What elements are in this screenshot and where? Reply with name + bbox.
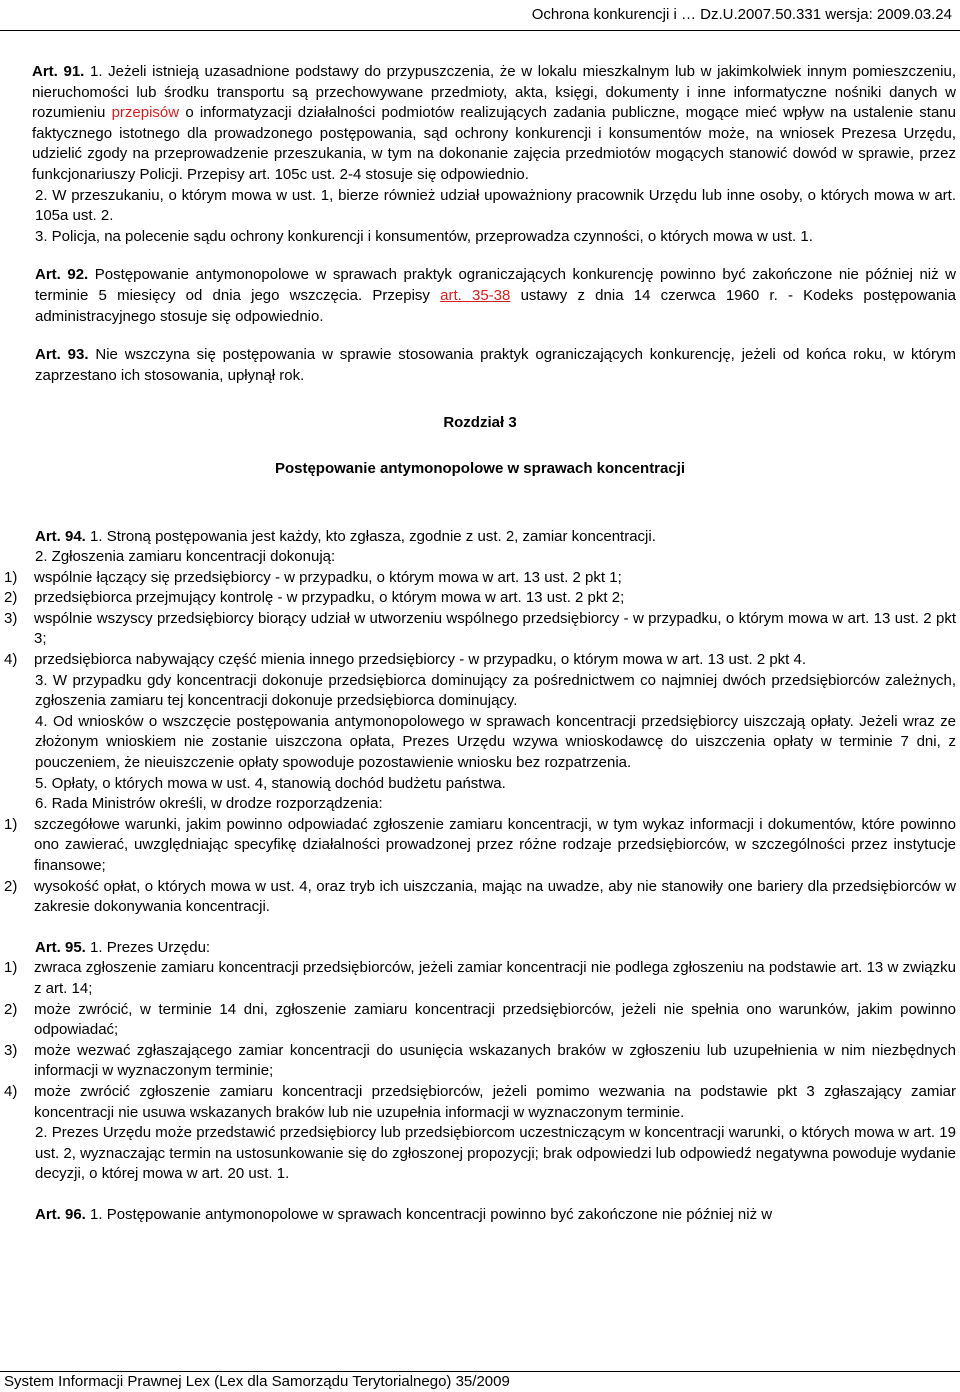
art-91-paragraph-2: 2. W przeszukaniu, o którym mowa w ust. 1, bierze również udział upoważniony pracownik Urzędu lub inne osoby, o których mowa w art. 105a ust. 2.	[35, 186, 956, 225]
art-95-paragraph-1	[4, 938, 956, 959]
art-95-paragraph-2: 2. Prezes Urzędu może przedstawić przedsiębiorcy lub przedsiębiorcom uczestniczącym w koncentracji warunki, o których mowa w art. 19 ust. 2, wyznaczając termin na ustosunkowanie się do zgłoszonej propozycji; brak odpowiedzi lub odpowiedź negatywna powoduje wydanie decyzji, o której mowa w art. 20 ust. 1.	[35, 1124, 956, 1183]
art-91-p1-end: o informatyzacji działalności podmiotów realizujących zadania publiczne, mogące mieć wpływ na ustalenie stanu faktycznego istotnego dla prowadzonego postępowania, sąd ochrony konkurencji i konsumentów może, na wniosek Prezesa Urzędu, udzielić zgody na przeprowadzenie przeszukania, w tym na dokonanie zajęcia przedmiotów mogących stanowić dowód w sprawie, przez funkcjonariuszy Policji. Przepisy art. 105c ust. 2-4 stosuje się odpowiednio.	[32, 104, 956, 183]
page-footer: System Informacji Prawnej Lex (Lex dla Samorządu Terytorialnego) 35/2009	[4, 1373, 510, 1390]
art-91-label: Art. 91.	[32, 63, 85, 80]
przepisow-link[interactable]: przepisów	[111, 104, 180, 122]
list-item: 3) wspólnie wszyscy przedsiębiorcy biorący udział w utworzeniu wspólnego przedsiębiorcy - w przypadku, o którym mowa w art. 13 ust. 2 pkt 3;	[4, 609, 956, 648]
art-94-p1: 1. Stroną postępowania jest każdy, kto zgłasza, zgodnie z ust. 2, zamiar koncentracji.	[85, 527, 656, 545]
art-93-paragraph	[4, 345, 956, 386]
chapter-title: Postępowanie antymonopolowe w sprawach koncentracji	[274, 459, 686, 477]
art-94-paragraph-2: 2. Zgłoszenia zamiaru koncentracji dokonują:	[35, 548, 336, 566]
art-94-label: Art. 94.	[35, 527, 86, 545]
art-35-38-link[interactable]: art. 35-38	[440, 286, 511, 304]
art-93-label: Art. 93.	[35, 346, 89, 364]
art-96-text: 1. Postępowanie antymonopolowe w sprawach koncentracji powinno być zakończone nie później niż w	[85, 1205, 773, 1223]
list-item: 1) zwraca zgłoszenie zamiaru koncentracji przedsiębiorców, jeżeli zamiar koncentracji nie podlega zgłoszeniu na podstawie art. 13 w związku z art. 14;	[4, 959, 956, 997]
list-item: 2) może zwrócić, w terminie 14 dni, zgłoszenie zamiaru koncentracji przedsiębiorców, jeżeli nie spełnia ono warunków, jakim powinno odpowiadać;	[4, 1000, 956, 1039]
art-95-p1: 1. Prezes Urzędu:	[85, 938, 211, 956]
art-94-paragraph-1	[4, 527, 956, 548]
page-header: Ochrona konkurencji i … Dz.U.2007.50.331 wersja: 2009.03.24	[531, 6, 952, 23]
list-item: 1) szczegółowe warunki, jakim powinno odpowiadać zgłoszenie zamiaru koncentracji, w tym wykaz informacji i dokumentów, które powinno ono zawierać, uwzględniając specyfikę działalności prowadzonej przez różne rodzaje przedsiębiorców, w szczególności przez instytucje finansowe;	[4, 815, 956, 874]
chapter-number: Rozdział 3	[443, 414, 517, 432]
art-91-p1-start: 1. Jeżeli istnieją uzasadnione podstawy do przypuszczenia, że w lokalu mieszkalnym lub w jakimkolwiek innym pomieszczeniu, nieruchomości lub środku transportu są przechowywane przedmioty, akta, księgi, dokumenty i inne informatyczne nośniki danych w rozumieniu	[32, 63, 956, 122]
list-item: 2) wysokość opłat, o których mowa w ust. 4, oraz tryb ich uiszczania, mając na uwadze, aby nie stanowiły one bariery dla przedsiębiorców w zakresie dokonywania koncentracji.	[4, 877, 956, 916]
list-item: 3) może wezwać zgłaszającego zamiar koncentracji do usunięcia wskazanych braków w zgłoszeniu lub uzupełnienia w nim niezbędnych informacji w wyznaczonym terminie;	[4, 1041, 956, 1080]
art-92-paragraph	[4, 265, 956, 327]
header-rule	[0, 30, 960, 31]
art-94-paragraph-6: 6. Rada Ministrów określi, w drodze rozporządzenia:	[35, 795, 383, 813]
art-93-text: Nie wszczyna się postępowania w sprawie stosowania praktyk ograniczających konkurencję, jeżeli od końca roku, w którym zaprzestano ich stosowania, upłynął rok.	[35, 346, 956, 384]
art-92-label: Art. 92.	[35, 266, 89, 284]
document-body	[4, 62, 956, 1226]
art-94-paragraph-5: 5. Opłaty, o których mowa w ust. 4, stanowią dochód budżetu państwa.	[35, 774, 506, 792]
list-item: 4) przedsiębiorca nabywający część mienia innego przedsiębiorcy - w przypadku, o którym mowa w art. 13 ust. 2 pkt 4.	[4, 651, 807, 669]
list-item: 2) przedsiębiorca przejmujący kontrolę - w przypadku, o którym mowa w art. 13 ust. 2 pkt 2;	[4, 589, 625, 607]
art-92-text-end: ustawy z dnia 14 czerwca 1960 r. - Kodeks postępowania administracyjnego stosuje się odpowiednio.	[35, 286, 956, 325]
list-item: 4) może zwrócić zgłoszenie zamiaru koncentracji przedsiębiorców, jeżeli pomimo wezwania na podstawie pkt 3 zgłaszający zamiar koncentracji nie usuwa wskazanych braków lub nie uzupełnia informacji w wyznaczonym terminie.	[4, 1082, 956, 1121]
art-92-text-start: Postępowanie antymonopolowe w sprawach praktyk ograniczających konkurencję powinno być zakończone nie później niż w terminie 5 miesięcy od dnia jego wszczęcia. Przepisy	[35, 266, 956, 304]
art-91-paragraph-3: 3. Policja, na polecenie sądu ochrony konkurencji i konsumentów, przeprowadza czynności, o których mowa w ust. 1.	[35, 227, 813, 245]
footer-rule	[0, 1371, 960, 1372]
art-91-paragraph-1	[4, 62, 956, 186]
art-94-paragraph-3: 3. W przypadku gdy koncentracji dokonuje przedsiębiorca dominujący za pośrednictwem co najmniej dwóch przedsiębiorców zależnych, zgłoszenia zamiaru tej koncentracji dokonuje przedsiębiorca dominujący.	[35, 671, 956, 710]
art-94-paragraph-4: 4. Od wniosków o wszczęcie postępowania antymonopolowego w sprawach koncentracji przedsiębiorcy uiszczają opłaty. Jeżeli wraz ze złożonym wnioskiem nie zostanie uiszczona opłata, Prezes Urzędu wzywa wnioskodawcę do uiszczenia opłaty w terminie 7 dni, z pouczeniem, że nieuiszczenie opłaty spowoduje pozostawienie wniosku bez rozpatrzenia.	[35, 712, 956, 772]
art-96-label: Art. 96.	[35, 1205, 86, 1223]
list-item: 1) wspólnie łączący się przedsiębiorcy - w przypadku, o którym mowa w art. 13 ust. 2 pkt 1;	[4, 568, 622, 586]
art-96-paragraph	[4, 1205, 956, 1226]
art-95-label: Art. 95.	[35, 938, 86, 956]
